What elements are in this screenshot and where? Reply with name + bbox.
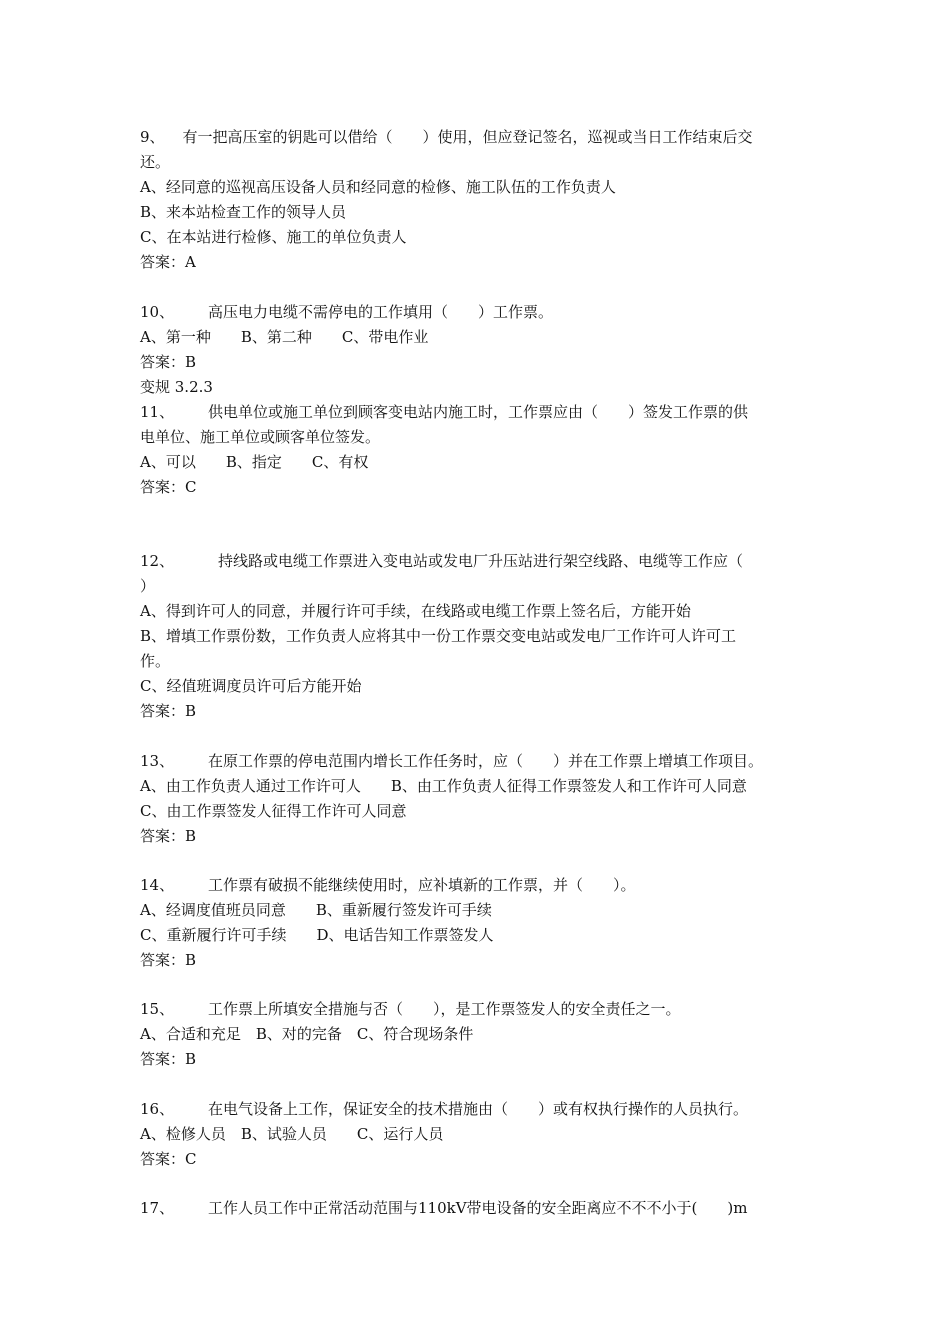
- question-number: 14、: [140, 876, 175, 894]
- question-15-answer: 答案：B: [140, 1050, 197, 1068]
- question-12-option-b-cont: 作。: [140, 652, 171, 670]
- question-9-line-2: 还。: [140, 153, 171, 171]
- question-11-line-1: [140, 402, 748, 422]
- question-15-line-1: [140, 999, 681, 1019]
- question-14-options-cd: C、重新履行许可手续 D、电话告知工作票签发人: [140, 926, 494, 944]
- question-10-note: 变规 3.2.3: [140, 378, 213, 396]
- question-13-option-c: C、由工作票签发人征得工作许可人同意: [140, 802, 407, 820]
- question-number: 11、: [140, 403, 175, 421]
- question-12-line-2: ）: [140, 577, 156, 595]
- question-number: 9、: [140, 128, 165, 146]
- question-14-line-1: [140, 875, 636, 895]
- question-text: 工作票上所填安全措施与否（ ），是工作票签发人的安全责任之一。: [208, 1000, 681, 1018]
- question-number: 16、: [140, 1100, 175, 1118]
- question-9-option-b: B、来本站检查工作的领导人员: [140, 203, 347, 221]
- question-12-option-b: B、增填工作票份数，工作负责人应将其中一份工作票交变电站或发电厂工作许可人许可工: [140, 627, 737, 645]
- question-text: 工作票有破损不能继续使用时，应补填新的工作票，并（ ）。: [208, 876, 636, 894]
- question-12-answer: 答案：B: [140, 702, 197, 720]
- question-9-option-a: A、经同意的巡视高压设备人员和经同意的检修、施工队伍的工作负责人: [140, 178, 616, 196]
- question-number: 13、: [140, 752, 175, 770]
- question-17-line-1: [140, 1198, 747, 1218]
- question-11-line-2: 电单位、施工单位或顾客单位签发。: [140, 428, 381, 446]
- question-13-answer: 答案：B: [140, 827, 197, 845]
- question-text: 供电单位或施工单位到顾客变电站内施工时，工作票应由（ ）签发工作票的供: [208, 403, 749, 421]
- question-text: 在原工作票的停电范围内增长工作任务时，应（ ）并在工作票上增填工作项目。: [208, 752, 764, 770]
- question-14-options-ab: A、经调度值班员同意 B、重新履行签发许可手续: [140, 901, 492, 919]
- question-number: 15、: [140, 1000, 175, 1018]
- question-12-option-c: C、经值班调度员许可后方能开始: [140, 677, 362, 695]
- question-13-line-1: [140, 751, 763, 771]
- question-9-answer: 答案：A: [140, 253, 196, 271]
- question-9-line-1: [140, 127, 753, 147]
- question-16-line-1: [140, 1099, 748, 1119]
- question-11-options: A、可以 B、指定 C、有权: [140, 453, 369, 471]
- question-number: 12、: [140, 552, 175, 570]
- question-text: 有一把高压室的钥匙可以借给（ ）使用，但应登记签名，巡视或当日工作结束后交: [182, 128, 753, 146]
- question-16-options: A、检修人员 B、试验人员 C、运行人员: [140, 1125, 444, 1143]
- question-16-answer: 答案：C: [140, 1150, 197, 1168]
- question-9-option-c: C、在本站进行检修、施工的单位负责人: [140, 228, 407, 246]
- question-number: 10、: [140, 303, 175, 321]
- question-14-answer: 答案：B: [140, 951, 197, 969]
- question-text: 在电气设备上工作，保证安全的技术措施由（ ）或有权执行操作的人员执行。: [208, 1100, 749, 1118]
- question-10-options: A、第一种 B、第二种 C、带电作业: [140, 328, 429, 346]
- question-10-line-1: [140, 302, 553, 322]
- question-13-options-ab: A、由工作负责人通过工作许可人 B、由工作负责人征得工作票签发人和工作许可人同意: [140, 777, 747, 795]
- question-12-line-1: [140, 551, 743, 571]
- question-text: 工作人员工作中正常活动范围与110kV带电设备的安全距离应不不不小于( )m: [208, 1199, 748, 1217]
- question-11-answer: 答案：C: [140, 478, 197, 496]
- question-text: 持线路或电缆工作票进入变电站或发电厂升压站进行架空线路、电缆等工作应（: [218, 552, 744, 570]
- question-text: 高压电力电缆不需停电的工作填用（ ）工作票。: [208, 303, 554, 321]
- question-12-option-a: A、得到许可人的同意，并履行许可手续，在线路或电缆工作票上签名后，方能开始: [140, 602, 691, 620]
- question-10-answer: 答案：B: [140, 353, 197, 371]
- question-15-options: A、合适和充足 B、对的完备 C、符合现场条件: [140, 1025, 474, 1043]
- question-number: 17、: [140, 1199, 175, 1217]
